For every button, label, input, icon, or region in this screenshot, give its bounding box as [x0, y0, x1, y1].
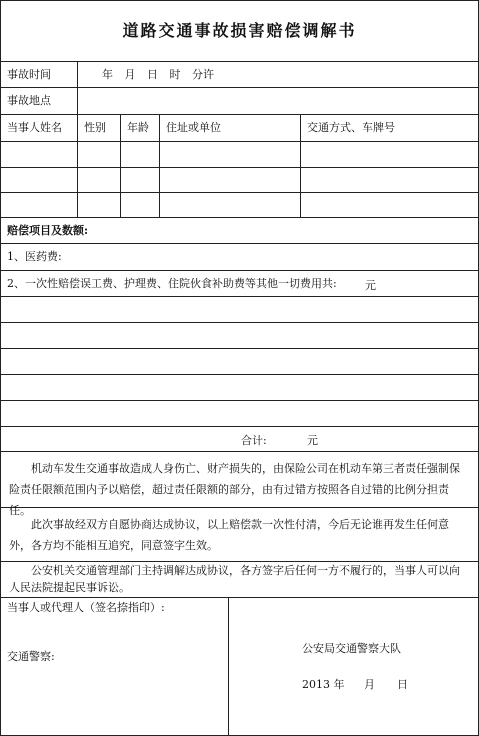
party-signature-label: 当事人或代理人（签名捺指印）:	[7, 601, 165, 614]
accident-time-row	[0, 62, 479, 88]
blank-row[interactable]	[0, 297, 479, 323]
total-unit: 元	[307, 434, 318, 447]
total-label: 合计:	[241, 434, 267, 447]
police-unit-name: 公安局交通警察大队	[302, 642, 401, 655]
party-name-cell[interactable]	[1, 142, 77, 167]
party-name-cell[interactable]	[1, 168, 77, 192]
blank-row[interactable]	[0, 401, 479, 427]
compensation-header-row	[0, 218, 479, 244]
header-address: 住址或单位	[159, 115, 300, 141]
total-row	[0, 427, 479, 452]
party-vehicle-cell[interactable]	[300, 142, 478, 167]
header-age: 年龄	[120, 115, 159, 141]
header-gender: 性别	[77, 115, 120, 141]
police-signature-label: 交通警察:	[7, 650, 55, 663]
medical-fee-item[interactable]: 1、医药费:	[7, 250, 62, 264]
party-address-cell[interactable]	[159, 142, 300, 167]
clause-row	[0, 508, 479, 562]
accident-time-label: 事故时间	[7, 67, 51, 81]
compensation-header: 赔偿项目及数额:	[7, 223, 89, 237]
accident-time-field[interactable]: 年 月 日 时 分许	[77, 62, 478, 87]
lawsuit-clause: 公安机关交通管理部门主持调解达成协议，各方签字后任何一方不履行的，当事人可以向人民法院提起民事诉讼。	[9, 564, 460, 594]
clause-row	[0, 562, 479, 598]
liability-clause: 机动车发生交通事故造成人身伤亡、财产损失的，由保险公司在机动车第三者责任强制保险责任限额范围内予以赔偿，超过责任限额的部分，由有过错方按照各自过错的比例分担责任。	[9, 462, 460, 517]
title-row	[0, 0, 479, 62]
party-vehicle-cell[interactable]	[300, 193, 478, 217]
party-gender-cell[interactable]	[77, 168, 120, 192]
party-row	[0, 168, 479, 193]
party-gender-cell[interactable]	[77, 142, 120, 167]
party-row	[0, 193, 479, 218]
compensation-item-row	[0, 244, 479, 271]
blank-row[interactable]	[0, 375, 479, 401]
date-day: 日	[397, 678, 408, 691]
party-gender-cell[interactable]	[77, 193, 120, 217]
other-fees-item[interactable]: 2、一次性赔偿误工费、护理费、住院伙食补助费等其他一切费用共:	[7, 276, 337, 290]
party-age-cell[interactable]	[120, 193, 159, 217]
signature-block	[0, 598, 479, 736]
blank-row[interactable]	[0, 323, 479, 349]
party-address-cell[interactable]	[159, 168, 300, 192]
party-age-cell[interactable]	[120, 142, 159, 167]
party-age-cell[interactable]	[120, 168, 159, 192]
accident-place-row	[0, 88, 479, 115]
date-month: 月	[364, 678, 375, 691]
blank-row[interactable]	[0, 349, 479, 375]
date-year: 2013 年	[302, 678, 345, 691]
compensation-item-row	[0, 271, 479, 297]
party-name-cell[interactable]	[1, 193, 77, 217]
document-title: 道路交通事故损害赔偿调解书	[122, 21, 357, 41]
party-row	[0, 142, 479, 168]
header-name: 当事人姓名	[7, 121, 62, 135]
accident-place-field[interactable]	[77, 88, 478, 114]
unit-seal-area[interactable]	[228, 598, 478, 735]
party-vehicle-cell[interactable]	[300, 168, 478, 192]
agreement-clause: 此次事故经双方自愿协商达成协议，以上赔偿款一次性付清，今后无论谁再发生任何意外，各方均不能相互追究，同意签字生效。	[9, 518, 449, 552]
party-signature-area[interactable]	[1, 598, 228, 735]
other-fees-unit: 元	[365, 279, 376, 292]
header-vehicle: 交通方式、车牌号	[300, 115, 478, 141]
clause-row	[0, 452, 479, 517]
party-header-row	[0, 115, 479, 142]
accident-place-label: 事故地点	[7, 94, 51, 108]
party-address-cell[interactable]	[159, 193, 300, 217]
